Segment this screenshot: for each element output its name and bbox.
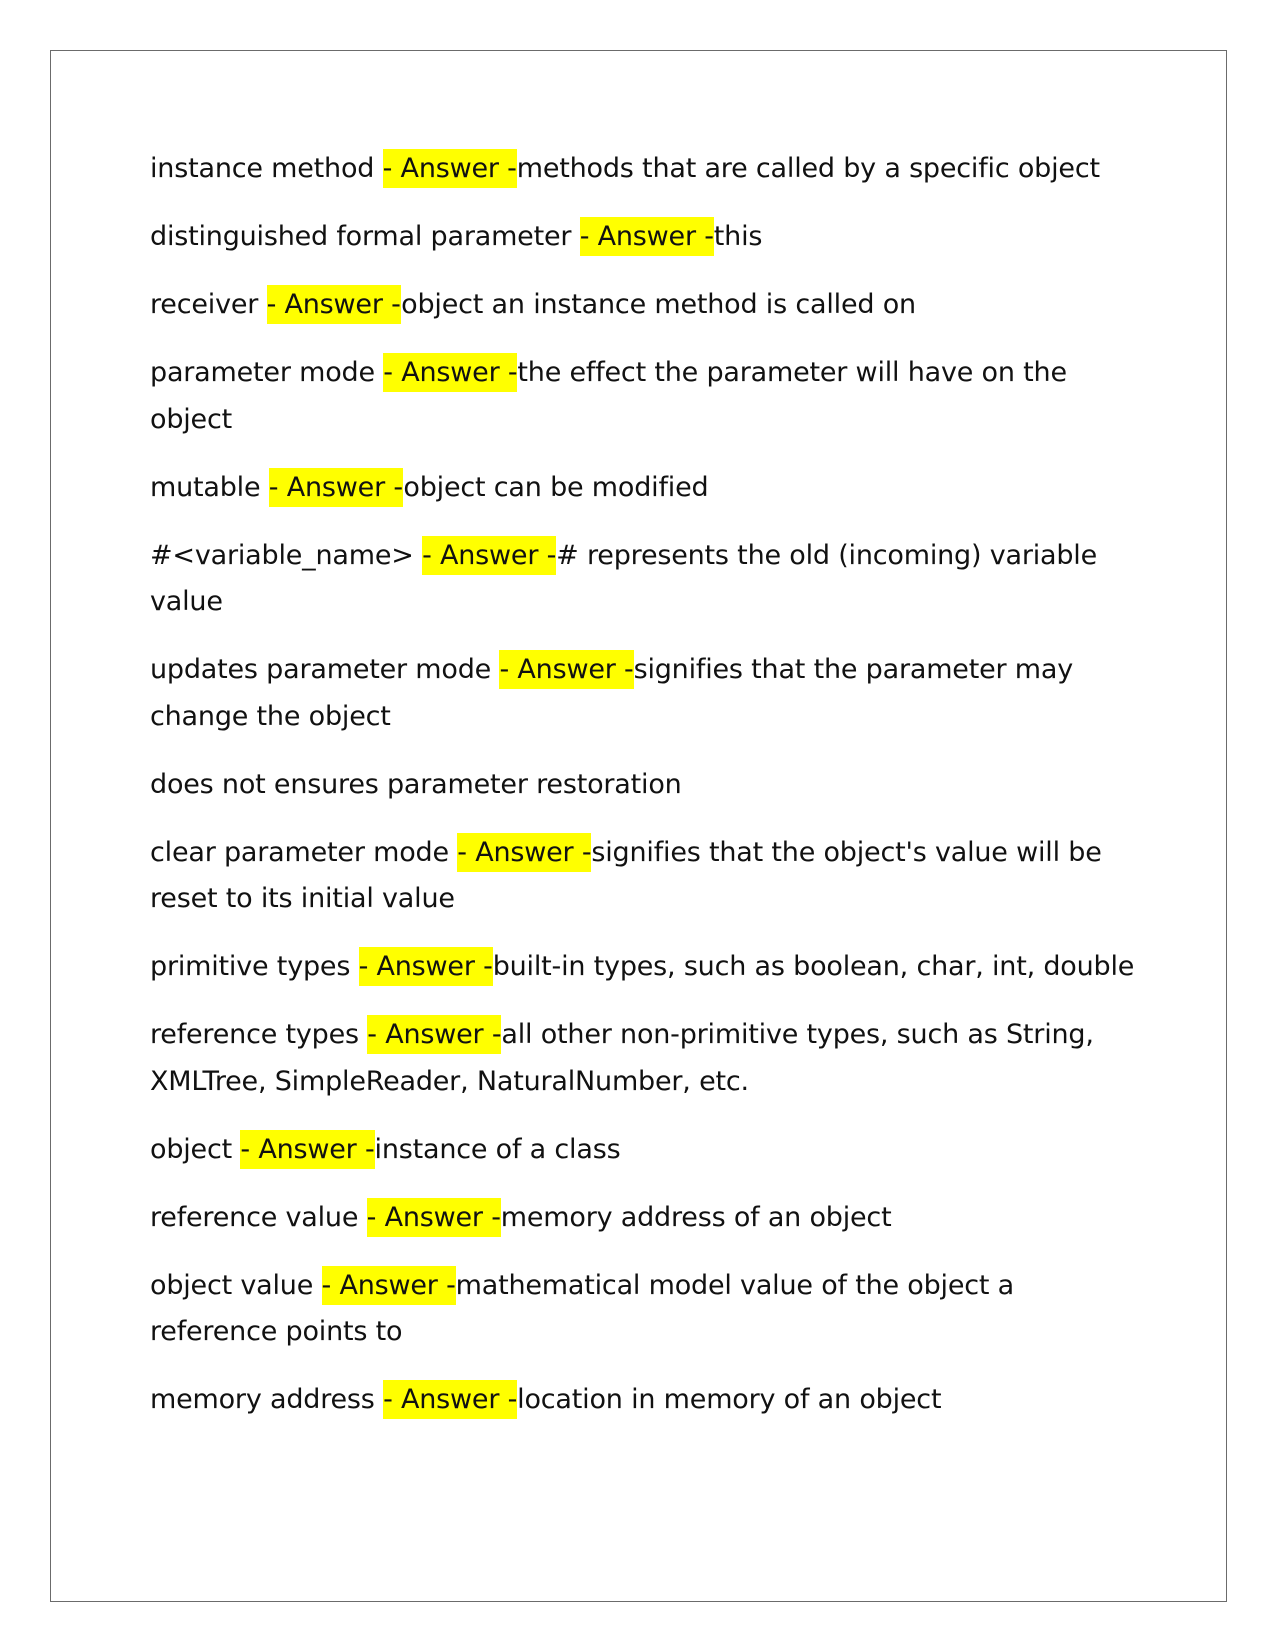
flashcard-list <box>150 146 1135 1445</box>
list-item <box>150 1012 1135 1105</box>
answer-text: all other non-primitive types, such as String, XMLTree, SimpleReader, NaturalNumber, etc. <box>150 1019 1094 1097</box>
answer-text: # represents the old (incoming) variable value <box>150 539 1098 617</box>
answer-highlight: - Answer - <box>367 1015 501 1054</box>
list-item <box>150 146 1135 193</box>
answer-text: mathematical model value of the object a reference points to <box>150 1269 1015 1347</box>
list-item <box>150 830 1135 923</box>
list-item <box>150 944 1135 991</box>
answer-text: built-in types, such as boolean, char, int, double <box>492 951 1135 982</box>
list-item <box>150 647 1135 740</box>
answer-highlight: - Answer - <box>383 1380 517 1419</box>
answer-highlight: - Answer - <box>499 650 633 689</box>
answer-highlight: - Answer - <box>457 833 591 872</box>
answer-text: methods that are called by a specific object <box>516 153 1100 184</box>
answer-highlight: - Answer - <box>383 353 517 392</box>
answer-text: object can be modified <box>403 471 709 503</box>
list-item <box>150 214 1135 261</box>
term-text: reference types <box>150 1019 359 1050</box>
list-item <box>150 762 1135 809</box>
answer-text: memory address of an object <box>500 1201 892 1233</box>
answer-highlight: - Answer - <box>359 947 493 986</box>
list-item <box>150 282 1135 329</box>
answer-text: the effect the parameter will have on the object <box>150 357 1067 435</box>
answer-highlight: - Answer - <box>267 285 402 324</box>
answer-highlight: - Answer - <box>367 1198 501 1237</box>
answer-highlight: - Answer - <box>422 536 556 575</box>
term-text: memory address <box>150 1384 375 1415</box>
term-text: primitive types <box>150 951 351 982</box>
term-text: clear parameter mode <box>150 836 449 868</box>
list-item <box>150 350 1135 443</box>
answer-highlight: - Answer - <box>383 149 517 188</box>
term-text: reference value <box>150 1201 359 1233</box>
answer-highlight: - Answer - <box>322 1266 456 1305</box>
term-text: instance method <box>150 153 375 184</box>
answer-text: location in memory of an object <box>517 1384 942 1415</box>
list-item <box>150 1263 1135 1356</box>
term-text: distinguished formal parameter <box>150 221 572 252</box>
list-item <box>150 533 1135 626</box>
term-text: does not ensures parameter restoration <box>150 768 682 800</box>
list-item <box>150 1195 1135 1242</box>
term-text: updates parameter mode <box>150 654 492 685</box>
term-text: mutable <box>150 471 261 503</box>
answer-text: object an instance method is called on <box>401 289 916 320</box>
term-text: object value <box>150 1269 314 1301</box>
term-text: receiver <box>150 289 259 320</box>
answer-highlight: - Answer - <box>269 468 404 507</box>
answer-text: this <box>713 221 763 252</box>
term-text: parameter mode <box>150 357 375 388</box>
answer-text: signifies that the object's value will be reset to its initial value <box>150 836 1102 914</box>
list-item <box>150 465 1135 512</box>
answer-text: signifies that the parameter may change the object <box>150 654 1074 732</box>
term-text: object <box>150 1133 233 1165</box>
list-item <box>150 1377 1135 1424</box>
answer-text: instance of a class <box>374 1133 621 1165</box>
term-text: #<variable_name> <box>150 539 414 571</box>
list-item <box>150 1127 1135 1174</box>
answer-highlight: - Answer - <box>580 217 714 256</box>
answer-highlight: - Answer - <box>240 1130 374 1169</box>
